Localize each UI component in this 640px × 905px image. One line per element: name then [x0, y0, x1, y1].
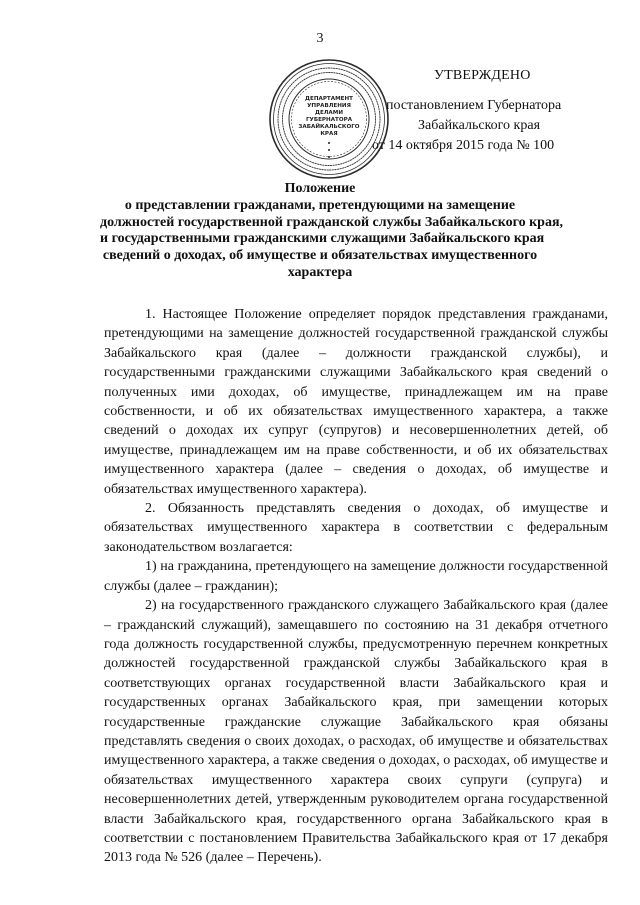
official-seal-stamp [268, 58, 390, 180]
svg-text:ГУБЕРНАТОРА: ГУБЕРНАТОРА [305, 117, 353, 123]
title-line: должностей государственной гражданской службы Забайкальского края, [100, 214, 564, 230]
paragraph-2-item-2: 2) на государственного гражданского служащего Забайкальского края (далее – гражданский служащий), замещавшего по состоянию на 31 декабря отчетного года должность государственной службы, предусмотренную перечнем конкретных должностей государственной гражданской службы Забайкальского края в соответствующих органах государственной власти Забайкальского края и государственных органах Забайкальского края, при замещении которых государственные гражданские служащие Забайкальского края обязаны представлять сведения о своих доходах, о расходах, об имуществе и обязательствах имущественного характера, а также сведения о доходах, о расходах, об имуществе и обязательствах имущественного характера своих супруги (супруга) и несовершеннолетних детей, утвержденным руководителем органа государственной власти Забайкальского края, государственного органа Забайкальского края в соответствии с постановлением Правительства Забайкальского края от 17 декабря 2013 года № 526 (далее – Перечень). [104, 598, 608, 866]
paragraph-2-item-1: 1) на гражданина, претендующего на замещение должности государственной службы (далее – гражданин); [104, 559, 608, 594]
approval-line-3: от 14 октября 2015 года № 100 [372, 138, 555, 153]
svg-text:ДЕЛАМИ: ДЕЛАМИ [314, 110, 344, 116]
svg-text:ДЕПАРТАМЕНТ: ДЕПАРТАМЕНТ [305, 96, 353, 102]
approval-title: УТВЕРЖДЕНО [434, 68, 531, 83]
paragraph-2: 2. Обязанность представлять сведения о доходах, об имуществе и обязательствах имущественного характера в соответствии с федеральным законодательством возлагается: [104, 501, 608, 555]
document-title [100, 181, 564, 282]
page-number: 3 [316, 31, 324, 46]
title-line: и государственными гражданскими служащими Забайкальского края [100, 231, 545, 247]
title-line: характера [287, 264, 353, 280]
title-line: сведений о доходах, об имуществе и обязательствах имущественного [102, 248, 538, 264]
title-line: о представлении гражданами, претендующими на замещение [124, 197, 516, 213]
approval-line-2: Забайкальского края [418, 118, 541, 133]
approval-line-1: постановлением Губернатора [386, 98, 562, 113]
title-line: Положение [284, 181, 356, 196]
document-body [104, 305, 608, 868]
svg-text:ЗАБАЙКАЛЬСКОГО: ЗАБАЙКАЛЬСКОГО [298, 124, 360, 130]
svg-text:КРАЯ: КРАЯ [320, 131, 338, 137]
svg-text:УПРАВЛЕНИЯ: УПРАВЛЕНИЯ [307, 103, 351, 109]
paragraph-1: 1. Настоящее Положение определяет порядок представления гражданами, претендующими на замещение должностей государственной гражданской службы Забайкальского края (далее – должности гражданской службы), и государственными гражданскими служащими Забайкальского края сведений о полученных ими доходах, об имуществе, принадлежащем им на праве собственности, и об их обязательствах имущественного характера, а также сведений о доходах их супруг (супругов) и несовершеннолетних детей, об имуществе, принадлежащем им на праве собственности, и об их обязательствах имущественного характера (далее – сведения о доходах, об имуществе и обязательствах имущественного характера). [104, 307, 608, 497]
